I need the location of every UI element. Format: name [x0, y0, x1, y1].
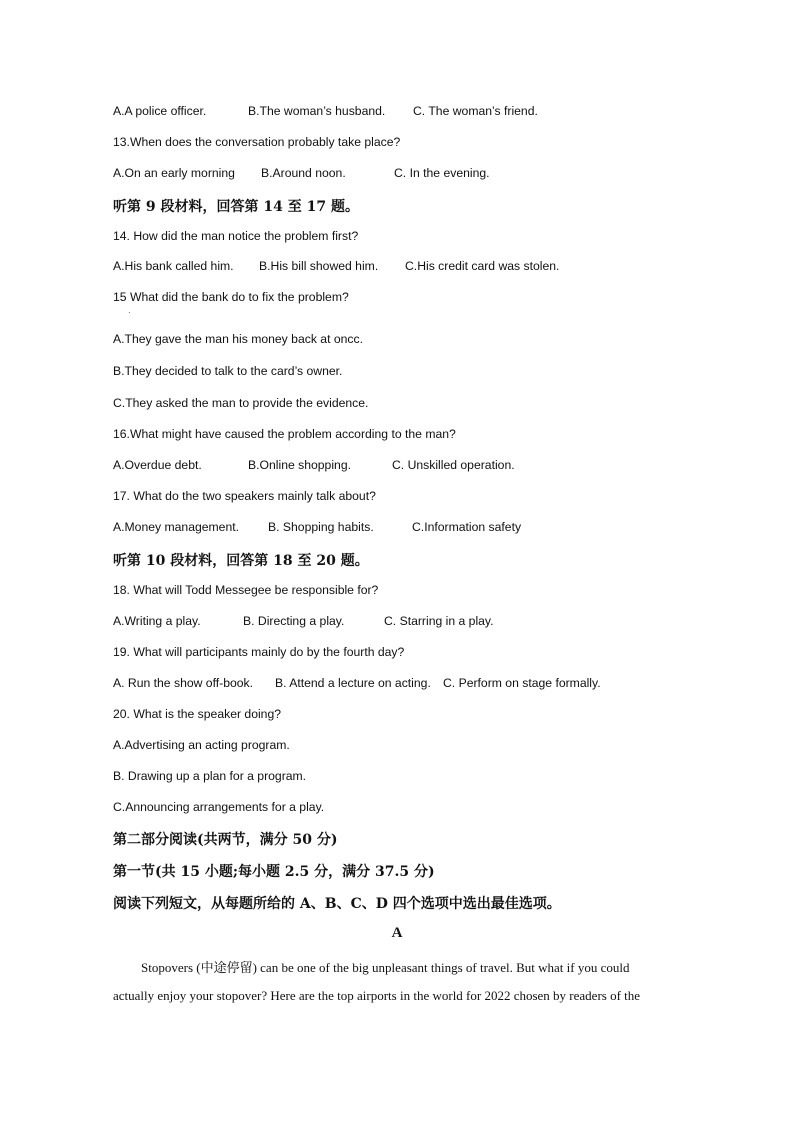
q19-option-a: A. Run the show off-book. [113, 676, 254, 690]
q17-option-b: B. Shopping habits. [268, 520, 374, 534]
passage-line-2: actually enjoy your stopover? Here are the top airports in the world for 2022 chosen by readers of the [113, 988, 641, 1003]
passage-label: A [391, 925, 403, 941]
q19-option-b: B. Attend a lecture on acting. [275, 676, 431, 690]
q18-option-b: B. Directing a play. [243, 614, 345, 628]
q17-options [113, 520, 521, 534]
q15-question: 15 What did the bank do to fix the problem? [113, 290, 349, 304]
q18-option-c: C. Starring in a play. [384, 614, 494, 628]
q14-options [113, 259, 559, 273]
q17-question: 17. What do the two speakers mainly talk about? [113, 489, 376, 503]
listening-section-10-heading: 听第 10 段材料，回答第 18 至 20 题。 [113, 553, 369, 569]
q12-option-c: C. The woman’s friend. [413, 104, 538, 118]
q16-option-a: A.Overdue debt. [113, 458, 202, 472]
q19-option-c: C. Perform on stage formally. [443, 676, 601, 690]
q16-option-c: C. Unskilled operation. [392, 458, 515, 472]
q17-option-a: A.Money management. [113, 520, 240, 534]
section-one-heading: 第一节(共 15 小题;每小题 2.5 分，满分 37.5 分) [113, 864, 435, 880]
q18-question: 18. What will Todd Messegee be responsible for? [113, 583, 379, 597]
part-two-heading: 第二部分阅读(共两节，满分 50 分) [113, 832, 338, 848]
q13-options [113, 166, 490, 180]
q20-option-c: C.Announcing arrangements for a play. [113, 800, 325, 814]
q12-options [113, 104, 538, 118]
q16-options [113, 458, 515, 472]
q15-option-c: C.They asked the man to provide the evidence. [113, 396, 369, 410]
q15-option-a: A.They gave the man his money back at oncc. [113, 332, 363, 346]
q19-options [113, 676, 601, 690]
q14-option-b: B.His bill showed him. [259, 259, 379, 273]
q14-question: 14. How did the man notice the problem first? [113, 229, 359, 243]
listening-section-9-heading: 听第 9 段材料，回答第 14 至 17 题。 [113, 199, 359, 215]
q20-option-a: A.Advertising an acting program. [113, 738, 290, 752]
q12-option-b: B.The woman’s husband. [248, 104, 386, 118]
q20-option-b: B. Drawing up a plan for a program. [113, 769, 307, 783]
q16-option-b: B.Online shopping. [248, 458, 351, 472]
q13-question: 13.When does the conversation probably take place? [113, 135, 401, 149]
q12-option-a: A.A police officer. [113, 104, 207, 118]
q18-option-a: A.Writing a play. [113, 614, 201, 628]
stray-dot: · [128, 308, 131, 317]
q19-question: 19. What will participants mainly do by the fourth day? [113, 645, 405, 659]
q14-option-c: C.His credit card was stolen. [405, 259, 560, 273]
reading-instruction: 阅读下列短文，从每题所给的 A、B、C、D 四个选项中选出最佳选项。 [113, 896, 561, 912]
q13-option-a: A.On an early morning [113, 166, 235, 180]
q13-option-b: B.Around noon. [261, 166, 346, 180]
passage-line-1: Stopovers (中途停留) can be one of the big unpleasant things of travel. But what if you could [141, 960, 630, 975]
q14-option-a: A.His bank called him. [113, 259, 234, 273]
q18-options [113, 614, 494, 628]
q20-question: 20. What is the speaker doing? [113, 707, 282, 721]
q16-question: 16.What might have caused the problem according to the man? [113, 427, 456, 441]
q13-option-c: C. In the evening. [394, 166, 490, 180]
q17-option-c: C.Information safety [412, 520, 522, 534]
q15-option-b: B.They decided to talk to the card’s owner. [113, 364, 343, 378]
